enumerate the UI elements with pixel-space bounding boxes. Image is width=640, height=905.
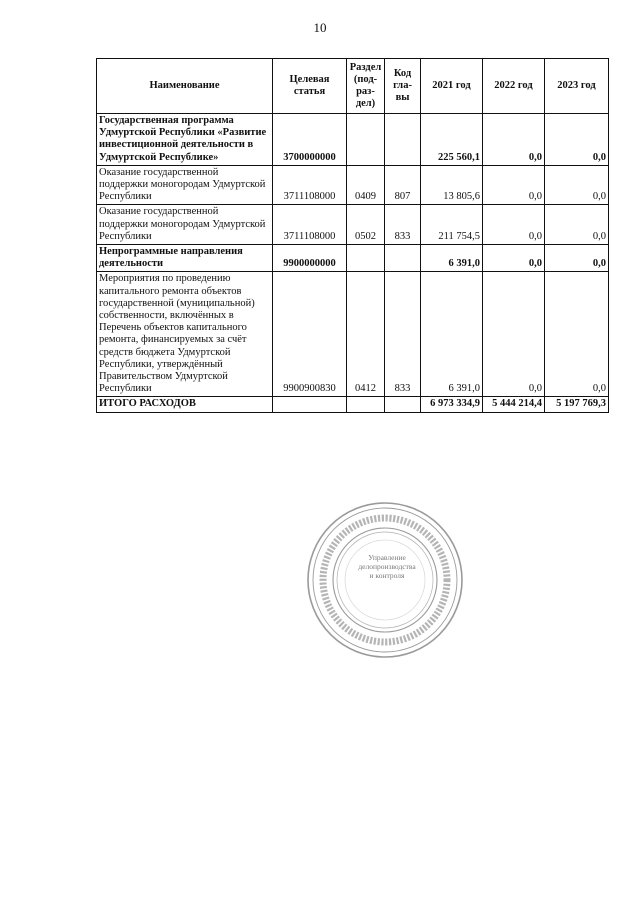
row-2021: 6 391,0 [421, 272, 483, 397]
table-row [97, 114, 609, 166]
total-row [97, 397, 609, 412]
table-row [97, 272, 609, 397]
row-target: 3700000000 [273, 114, 347, 166]
table-row [97, 205, 609, 245]
row-2022: 0,0 [483, 205, 545, 245]
row-code: 833 [385, 272, 421, 397]
total-2021: 6 973 334,9 [421, 397, 483, 412]
row-2023: 0,0 [545, 205, 609, 245]
row-2023: 0,0 [545, 272, 609, 397]
header-name: Наименование [97, 59, 273, 114]
row-section [347, 114, 385, 166]
row-2021: 13 805,6 [421, 165, 483, 205]
seal-line: Управление [368, 553, 406, 562]
table-row [97, 165, 609, 205]
header-2022: 2022 год [483, 59, 545, 114]
table-row [97, 245, 609, 272]
row-name: Оказание государственной поддержки моногородам Удмуртской Республики [97, 205, 273, 245]
row-name: Оказание государственной поддержки моногородам Удмуртской Республики [97, 165, 273, 205]
total-2023: 5 197 769,3 [545, 397, 609, 412]
total-empty-cell [347, 397, 385, 412]
row-2021: 211 754,5 [421, 205, 483, 245]
header-section-line: Раздел [349, 61, 382, 73]
row-name: Государственная программа Удмуртской Республики «Развитие инвестиционной деятельности в Удмуртской Республике» [97, 114, 273, 166]
seal-line: делопроизводства [358, 562, 416, 571]
row-2023: 0,0 [545, 245, 609, 272]
total-label: ИТОГО РАСХОДОВ [97, 397, 273, 412]
row-section: 0502 [347, 205, 385, 245]
row-section: 0412 [347, 272, 385, 397]
row-target: 9900000000 [273, 245, 347, 272]
header-code [385, 59, 421, 114]
row-code [385, 114, 421, 166]
row-2022: 0,0 [483, 114, 545, 166]
row-code: 833 [385, 205, 421, 245]
header-row [97, 59, 609, 114]
row-code: 807 [385, 165, 421, 205]
seal-line: и контроля [369, 571, 405, 580]
row-2021: 225 560,1 [421, 114, 483, 166]
row-target: 3711108000 [273, 205, 347, 245]
row-code [385, 245, 421, 272]
row-2022: 0,0 [483, 165, 545, 205]
seal-center-text [355, 553, 419, 580]
total-empty-cell [273, 397, 347, 412]
header-section-line: раз- [356, 86, 375, 97]
row-2023: 0,0 [545, 165, 609, 205]
budget-table [96, 58, 609, 413]
row-target: 3711108000 [273, 165, 347, 205]
official-seal [305, 500, 465, 660]
page-number: 10 [313, 20, 327, 35]
row-2022: 0,0 [483, 272, 545, 397]
row-name: Мероприятия по проведению капитального ремонта объектов государственной (муниципальной) собственности, включённых в Перечень объектов капитального ремонта, финансируемых за счёт средств бюджета Удмуртской Республики, утверждённый Правительством Удмуртской Республики [97, 272, 273, 397]
header-code-line: Код [393, 67, 412, 79]
header-section [347, 59, 385, 114]
row-name: Непрограммные направления деятельности [97, 245, 273, 272]
row-target: 9900900830 [273, 272, 347, 397]
header-target: Целевая статья [273, 59, 347, 114]
header-code-line: гла- [393, 79, 412, 91]
row-2023: 0,0 [545, 114, 609, 166]
row-section: 0409 [347, 165, 385, 205]
row-section [347, 245, 385, 272]
header-2021: 2021 год [421, 59, 483, 114]
total-empty-cell [385, 397, 421, 412]
header-section-line: (под- [353, 73, 378, 85]
header-code-line: вы [395, 92, 410, 104]
row-2021: 6 391,0 [421, 245, 483, 272]
row-2022: 0,0 [483, 245, 545, 272]
total-2022: 5 444 214,4 [483, 397, 545, 412]
header-2023: 2023 год [545, 59, 609, 114]
header-section-line: дел) [355, 98, 376, 110]
